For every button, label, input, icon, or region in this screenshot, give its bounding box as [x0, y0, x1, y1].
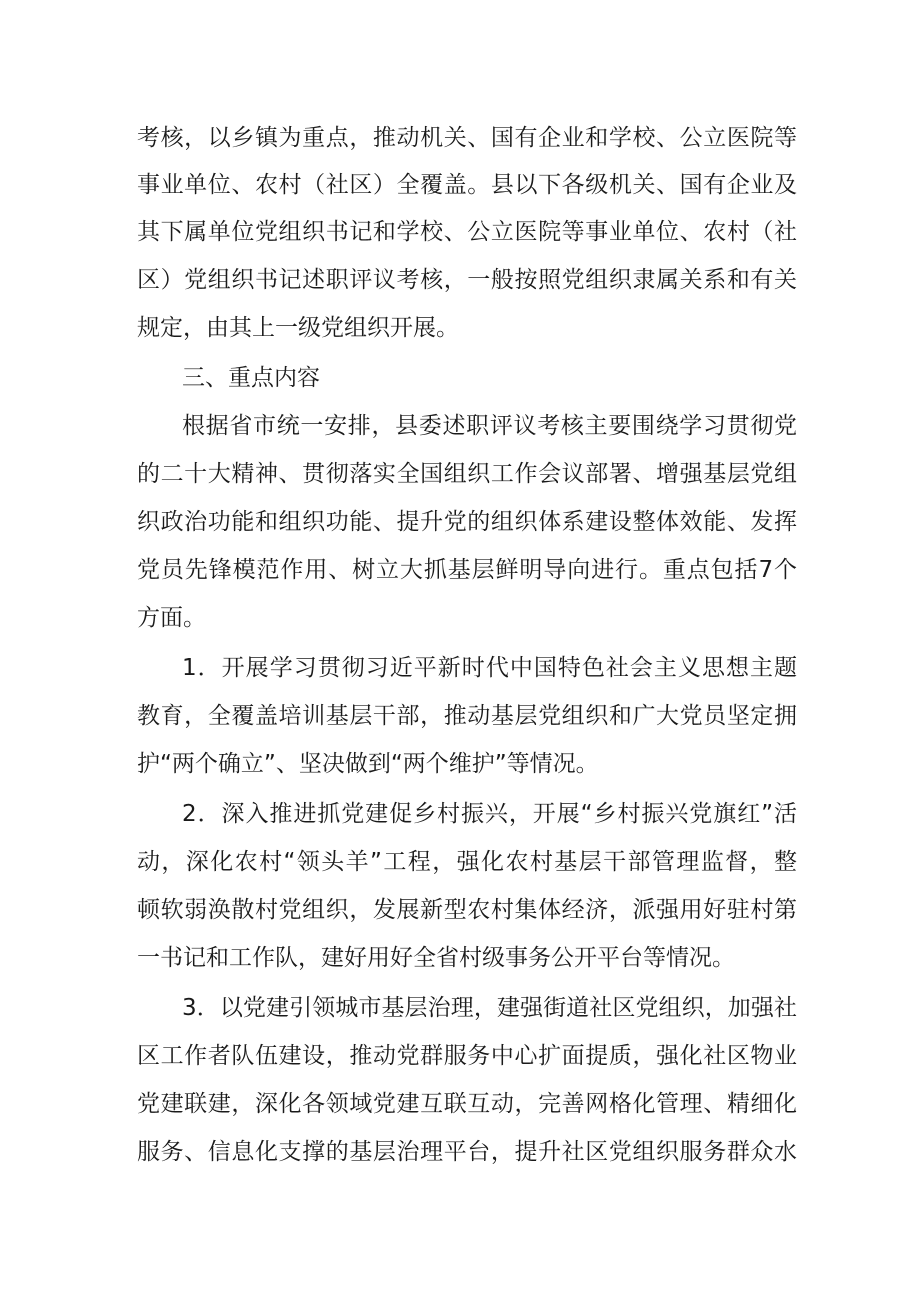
text-line: 区）党组织书记述职评议考核，一般按照党组织隶属关系和有关 — [137, 267, 797, 293]
text-line: 规定，由其上一级党组织开展。 — [137, 315, 459, 341]
text-line: 党建联建，深化各领域党建互联互动，完善网格化管理、精细化 — [137, 1091, 797, 1117]
list-item-line: 2．深入推进抓党建促乡村振兴，开展“乡村振兴党旗红”活 — [182, 801, 797, 827]
text-line: 教育，全覆盖培训基层干部，推动基层党组织和广大党员坚定拥 — [137, 703, 797, 729]
text-line: 区工作者队伍建设，推动党群服务中心扩面提质，强化社区物业 — [137, 1043, 797, 1069]
text-line: 事业单位、农村（社区）全覆盖。县以下各级机关、国有企业及 — [137, 172, 797, 198]
text-line: 服务、信息化支撑的基层治理平台，提升社区党组织服务群众水 — [137, 1139, 797, 1165]
text-line: 护“两个确立”、坚决做到“两个维护”等情况。 — [137, 751, 599, 777]
text-line: 根据省市统一安排，县委述职评议考核主要围绕学习贯彻党 — [182, 413, 797, 439]
list-item-line: 3．以党建引领城市基层治理，建强街道社区党组织，加强社 — [182, 995, 797, 1021]
text-line: 其下属单位党组织书记和学校、公立医院等事业单位、农村（社 — [137, 219, 797, 245]
text-line: 党员先锋模范作用、树立大抓基层鲜明导向进行。重点包括7个 — [137, 557, 797, 583]
list-item-line: 1．开展学习贯彻习近平新时代中国特色社会主义思想主题 — [182, 655, 797, 681]
text-line: 一书记和工作队，建好用好全省村级事务公开平台等情况。 — [137, 945, 735, 971]
section-heading: 三、重点内容 — [182, 365, 320, 391]
text-line: 的二十大精神、贯彻落实全国组织工作会议部署、增强基层党组 — [137, 461, 797, 487]
text-line: 织政治功能和组织功能、提升党的组织体系建设整体效能、发挥 — [137, 509, 797, 535]
text-line: 动，深化农村“领头羊”工程，强化农村基层干部管理监督，整 — [137, 849, 797, 875]
text-line: 考核，以乡镇为重点，推动机关、国有企业和学校、公立医院等 — [137, 125, 797, 151]
text-line: 方面。 — [137, 605, 206, 631]
text-line: 顿软弱涣散村党组织，发展新型农村集体经济，派强用好驻村第 — [137, 897, 797, 923]
